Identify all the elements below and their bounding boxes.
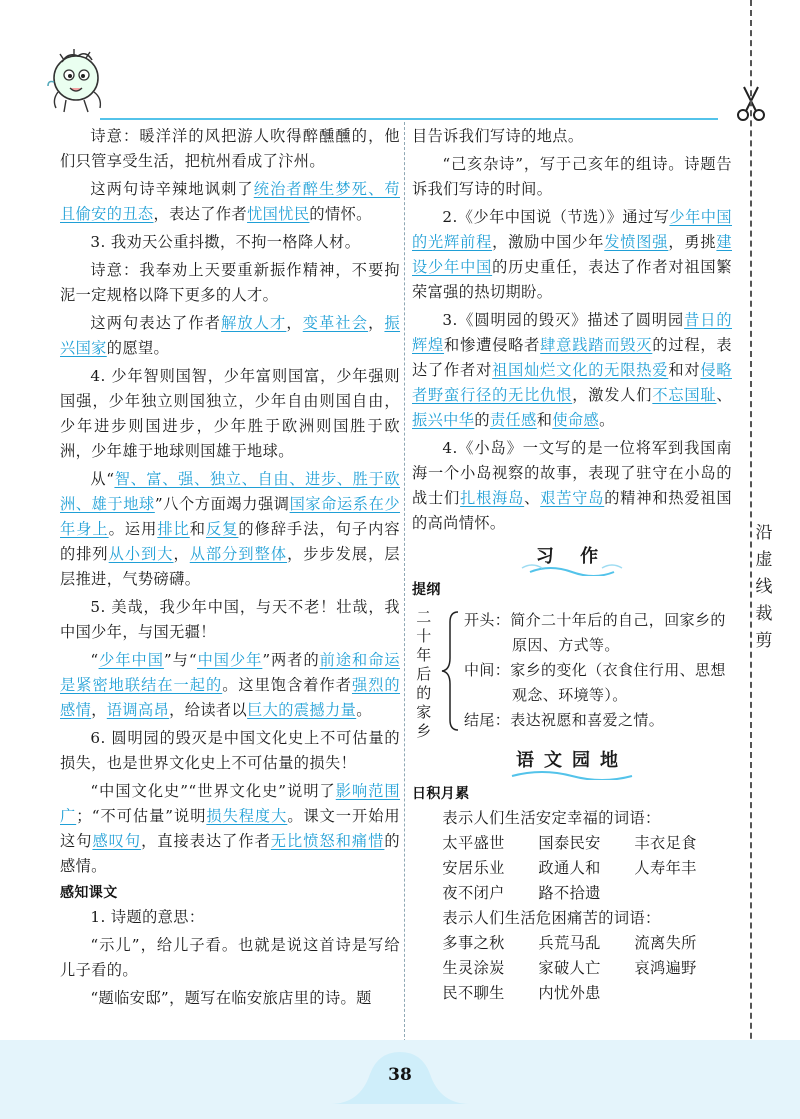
answer-highlight: 振兴中华 — [412, 411, 475, 429]
outline-value-cont: 观念、环境等）。 — [512, 686, 628, 704]
answer-highlight: 建设少年中国 — [412, 233, 732, 276]
paragraph — [60, 467, 400, 592]
section-heading-riji: 日积月累 — [412, 786, 470, 802]
yuwen-banner — [412, 746, 732, 780]
paragraph — [60, 933, 400, 983]
answer-highlight: 从部分到整体 — [189, 545, 288, 563]
outline-item-end — [464, 708, 732, 733]
text-run: 诗意：暖洋洋的风把游人吹得醉醺醺的，他们只管享受生活，把杭州看成了汴州。 — [60, 127, 400, 170]
answer-highlight: 前途和命运是紧密地联结在一起的 — [60, 651, 400, 694]
outline-value: 家乡的变化（衣食住行用、思想 — [510, 661, 726, 679]
answer-highlight: 国家命运系在少年身上 — [60, 495, 400, 538]
answer-highlight: 振兴国家 — [60, 314, 401, 357]
word-intro-happy: 表示人们生活安定幸福的词语： — [442, 809, 661, 827]
idiom: 路不拾遗 — [538, 884, 601, 902]
answer-highlight: 反复 — [205, 520, 239, 538]
paragraph — [60, 124, 400, 174]
xizuo-title: 习 作 — [535, 546, 609, 567]
right-column — [412, 124, 732, 1006]
text-run: ， — [91, 701, 107, 719]
text-run: 4. 少年智则国智，少年富则国富，少年强则国强，少年独立则国独立，少年自由则国自由，少年进步则国进步，少年胜于欧洲则国胜于欧洲，少年雄于地球则国雄于地球。 — [60, 367, 400, 460]
paragraph — [412, 436, 732, 536]
answer-highlight: 扎根海岛 — [460, 489, 525, 507]
word-intro-suffer: 表示人们生活危困痛苦的词语： — [442, 909, 661, 927]
text-run: “示儿”，给儿子看。也就是说这首诗是写给儿子看的。 — [60, 936, 400, 979]
text-run: 和惨遭侵略者 — [444, 336, 541, 354]
text-run: 3. 我劝天公重抖擞，不拘一格降人材。 — [90, 233, 361, 251]
text-run: 的愿望。 — [106, 339, 170, 357]
text-run: 这两句诗辛辣地讽刺了 — [90, 180, 254, 198]
text-run: ，给读者以 — [169, 701, 248, 719]
answer-highlight: 损失程度大 — [206, 807, 288, 825]
answer-highlight: 排比 — [157, 520, 190, 538]
idiom: 太平盛世 — [442, 834, 505, 852]
answer-highlight: 中国少年 — [197, 651, 263, 669]
outline-block — [412, 608, 732, 740]
word-row — [442, 831, 732, 856]
outline-topic: 二十年后的家乡 — [416, 608, 432, 740]
answer-highlight: 侵略者野蛮行径的无比仇恨 — [412, 361, 732, 404]
text-run: ， — [173, 545, 190, 563]
text-run: 目告诉我们写诗的地点。 — [412, 127, 584, 145]
idiom: 家破人亡 — [538, 959, 601, 977]
text-run: 和 — [536, 411, 553, 429]
text-run: 5. 美哉，我少年中国，与天不老！壮哉，我中国少年，与国无疆！ — [60, 598, 400, 641]
answer-highlight: 艰苦守岛 — [540, 489, 605, 507]
text-run: 。 — [599, 411, 615, 429]
idiom: 人寿年丰 — [634, 859, 697, 877]
cut-instruction: 沿虚线裁剪 — [755, 523, 773, 651]
paragraph — [60, 311, 400, 361]
outline-key: 结尾： — [464, 711, 511, 729]
answer-highlight: 解放人才 — [221, 314, 287, 332]
idiom: 安居乐业 — [442, 859, 505, 877]
idiom: 生灵涂炭 — [442, 959, 505, 977]
text-run: ，激励中国少年 — [492, 233, 605, 251]
outline-key: 开头： — [464, 611, 511, 629]
word-list — [412, 806, 732, 1006]
answer-highlight: 智、富、强、独立、自由、进步、胜于欧洲、雄于地球 — [60, 470, 400, 513]
idiom: 多事之秋 — [442, 934, 505, 952]
text-run: 这两句表达了作者 — [90, 314, 222, 332]
word-row — [442, 956, 732, 981]
text-run: 。运用 — [108, 520, 158, 538]
word-row — [442, 881, 732, 906]
outline-key: 中间： — [464, 661, 511, 679]
page-number: 38 — [388, 1065, 412, 1085]
answer-highlight: 巨大的震撼力量 — [247, 701, 357, 719]
text-run: 6. 圆明园的毁灭是中国文化史上不可估量的损失，也是世界文化史上不可估量的损失！ — [60, 729, 400, 772]
text-run: ；“不可估量”说明 — [76, 807, 207, 825]
outline-value: 简介二十年后的自己，回家乡的 — [510, 611, 726, 629]
outline-item-start — [464, 608, 732, 658]
text-run: 。课文一开始用这句 — [60, 807, 400, 850]
answer-highlight: 无比愤怒和痛惜 — [270, 832, 385, 850]
text-run: 3.《圆明园的毁灭》描述了圆明园 — [442, 311, 685, 329]
outline-value: 表达祝愿和喜爱之情。 — [510, 711, 665, 729]
text-run: ”与“ — [163, 651, 198, 669]
outline-value-cont: 原因、方式等。 — [512, 636, 620, 654]
text-run: 1. 诗题的意思： — [90, 908, 205, 926]
paragraph — [412, 308, 732, 433]
outline-item-middle — [464, 658, 732, 708]
paragraph — [412, 152, 732, 202]
answer-highlight: 少年中国的光辉前程 — [412, 208, 732, 251]
answer-highlight: 语调高昂 — [106, 701, 170, 719]
text-run: 的精神和热爱祖国的高尚情怀。 — [412, 489, 733, 532]
word-row — [442, 931, 732, 956]
section-heading-tigang: 提纲 — [412, 582, 441, 598]
yuwen-title: 语文园地 — [516, 750, 628, 771]
paragraph — [60, 364, 400, 464]
right-paragraphs — [412, 124, 732, 536]
text-run: ，步步发展，层层推进，气势磅礴。 — [60, 545, 400, 588]
text-run: 的 — [474, 411, 490, 429]
text-run: 的历史重任，表达了作者对祖国繁荣富强的热切期盼。 — [412, 258, 733, 301]
text-run: 的过程，表达了作者对 — [412, 336, 732, 379]
word-rows-suffer — [442, 931, 732, 1006]
text-run: 诗意：我奉劝上天要重新振作精神，不要拘泥一定规格以降下更多的人才。 — [60, 261, 400, 304]
answer-highlight: 强烈的感情 — [60, 676, 400, 719]
text-run: “ — [90, 651, 99, 669]
paragraph — [60, 648, 400, 723]
answer-highlight: 发愤图强 — [604, 233, 669, 251]
answer-highlight: 感叹句 — [92, 832, 142, 850]
text-run: 。 — [356, 701, 372, 719]
paragraph — [412, 205, 732, 305]
idiom: 内忧外患 — [538, 984, 601, 1002]
text-run: 和对 — [668, 361, 701, 379]
brace-icon — [438, 608, 462, 734]
text-run: ，勇挑 — [668, 233, 717, 251]
answer-highlight: 统治者醉生梦死、苟且偷安的丑态 — [60, 180, 400, 223]
answer-highlight: 使命感 — [552, 411, 600, 429]
text-run: ，直接表达了作者 — [141, 832, 271, 850]
idiom: 民不聊生 — [442, 984, 505, 1002]
text-run: ， — [286, 314, 303, 332]
left-paragraphs — [60, 124, 400, 879]
word-row — [442, 856, 732, 881]
cartoon-mascot-icon — [44, 48, 114, 118]
paragraph — [60, 595, 400, 645]
answer-highlight: 变革社会 — [302, 314, 369, 332]
answer-highlight: 责任感 — [489, 411, 537, 429]
header-rule — [100, 118, 718, 120]
paragraph — [60, 177, 400, 227]
paragraph — [60, 230, 400, 255]
xizuo-banner — [412, 542, 732, 576]
answer-highlight: 不忘国耻 — [652, 386, 717, 404]
text-run: 。这里饱含着作者 — [222, 676, 352, 694]
answer-highlight: 昔日的辉煌 — [412, 311, 733, 354]
idiom: 国泰民安 — [538, 834, 601, 852]
text-run: 的情怀。 — [309, 205, 372, 223]
text-run: ”八个方面竭力强调 — [154, 495, 290, 513]
paragraph — [60, 779, 400, 879]
text-run: “题临安邸”，题写在临安旅店里的诗。题 — [90, 989, 372, 1007]
text-run: 的修辞手法，句子内容的排列 — [60, 520, 400, 563]
idiom: 丰衣足食 — [634, 834, 697, 852]
paragraph — [412, 124, 732, 149]
text-run: 、 — [716, 386, 733, 404]
text-run: ”两者的 — [262, 651, 320, 669]
text-run: 2.《少年中国说（节选）》通过写 — [442, 208, 670, 226]
left-column — [60, 124, 400, 1011]
text-run: ，表达了作者 — [153, 205, 248, 223]
answer-highlight: 从小到大 — [108, 545, 174, 563]
text-run: 从“ — [90, 470, 115, 488]
answer-highlight: 影响范围广 — [60, 782, 401, 825]
left-tail-paragraphs — [60, 905, 400, 1011]
answer-highlight: 肆意践踏而毁灭 — [540, 336, 653, 354]
answer-highlight: 忧国忧民 — [247, 205, 310, 223]
text-run: 、 — [524, 489, 541, 507]
text-run: 的感情。 — [60, 832, 400, 875]
paragraph — [60, 726, 400, 776]
answer-highlight: 少年中国 — [98, 651, 164, 669]
idiom: 流离失所 — [634, 934, 697, 952]
section-heading-ganzhi: 感知课文 — [60, 885, 118, 901]
text-run: 和 — [189, 520, 206, 538]
word-rows-happy — [442, 831, 732, 906]
paragraph — [60, 258, 400, 308]
cut-dashed-line — [750, 0, 752, 1119]
text-run: “中国文化史”“世界文化史”说明了 — [90, 782, 336, 800]
text-run: 4.《小岛》一文写的是一位将军到我国南海一个小岛视察的故事，表现了驻守在小岛的战士们 — [412, 439, 732, 507]
paragraph — [60, 905, 400, 930]
word-row — [442, 981, 732, 1006]
text-run: ，激发人们 — [572, 386, 653, 404]
idiom: 夜不闭户 — [442, 884, 505, 902]
idiom: 兵荒马乱 — [538, 934, 601, 952]
paragraph — [60, 986, 400, 1011]
text-run: “己亥杂诗”，写于己亥年的组诗。诗题告诉我们写诗的时间。 — [412, 155, 732, 198]
text-run: ， — [368, 314, 385, 332]
idiom: 政通人和 — [538, 859, 601, 877]
answer-highlight: 祖国灿烂文化的无限热爱 — [492, 361, 669, 379]
idiom: 哀鸿遍野 — [634, 959, 697, 977]
column-divider — [404, 122, 405, 1042]
